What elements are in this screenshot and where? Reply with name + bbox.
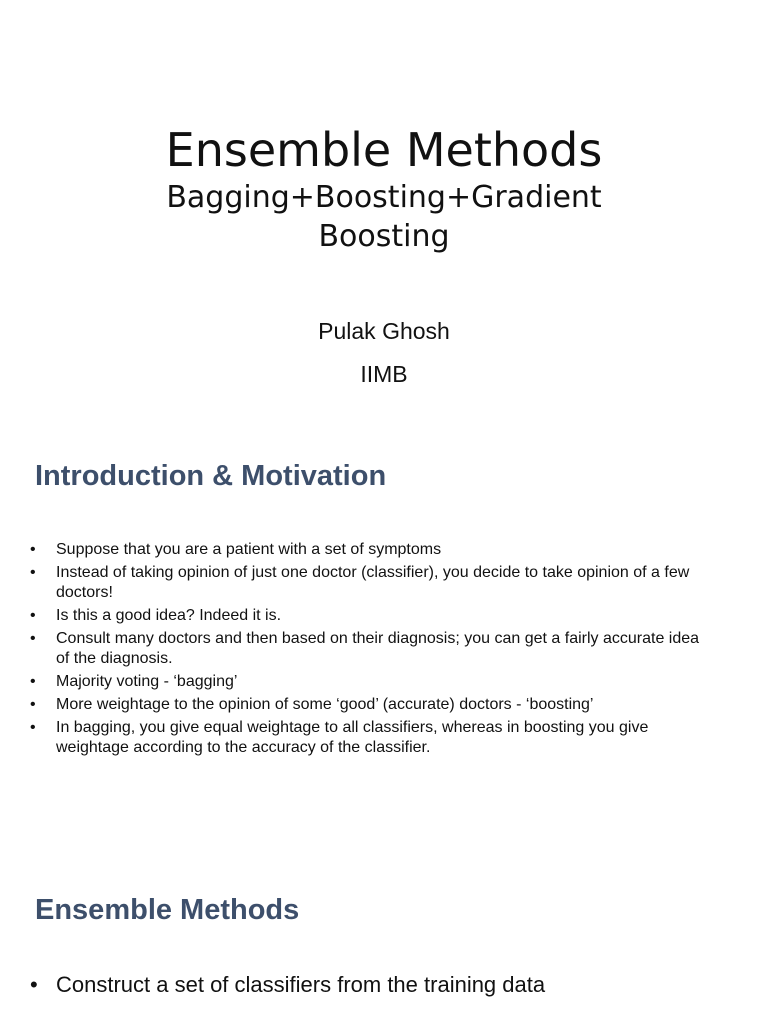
author-name: Pulak Ghosh	[318, 318, 450, 344]
ensemble-bullet-list	[30, 970, 730, 1000]
list-item	[30, 629, 710, 669]
list-item	[30, 672, 710, 692]
list-item	[30, 606, 710, 626]
list-item	[30, 718, 710, 758]
bullet-icon: •	[30, 719, 36, 736]
bullet-text: Suppose that you are a patient with a set of symptoms	[56, 541, 442, 558]
bullet-text: More weightage to the opinion of some ‘good’ (accurate) doctors - ‘boosting’	[56, 696, 594, 713]
list-item	[30, 695, 710, 715]
bullet-text: In bagging, you give equal weightage to all classifiers, whereas in boosting you give weightage according to the accuracy of the classifier.	[56, 719, 649, 756]
bullet-icon: •	[30, 564, 36, 581]
bullet-icon: •	[30, 607, 36, 624]
bullet-text: Consult many doctors and then based on their diagnosis; you can get a fairly accurate idea of the diagnosis.	[56, 630, 700, 667]
bullet-icon: •	[30, 630, 36, 647]
list-item	[30, 970, 730, 1000]
bullet-icon: •	[30, 541, 36, 558]
bullet-icon: •	[30, 972, 38, 997]
presentation-title: Ensemble Methods	[165, 123, 603, 177]
list-item	[30, 540, 710, 560]
ensemble-heading: Ensemble Methods	[35, 894, 300, 926]
bullet-text: Majority voting - ‘bagging’	[56, 673, 238, 690]
list-item	[30, 563, 710, 603]
bullet-icon: •	[30, 673, 36, 690]
bullet-icon: •	[30, 696, 36, 713]
title-slide	[0, 0, 768, 420]
bullet-text: Instead of taking opinion of just one doctor (classifier), you decide to take opinion of a few doctors!	[56, 564, 690, 601]
intro-heading: Introduction & Motivation	[35, 460, 387, 492]
intro-bullet-list	[30, 540, 710, 761]
bullet-text: Construct a set of classifiers from the training data	[56, 972, 546, 997]
bullet-text: Is this a good idea? Indeed it is.	[56, 607, 282, 624]
author-affiliation: IIMB	[360, 361, 408, 387]
presentation-subtitle: Bagging+Boosting+Gradient Boosting	[166, 180, 602, 254]
